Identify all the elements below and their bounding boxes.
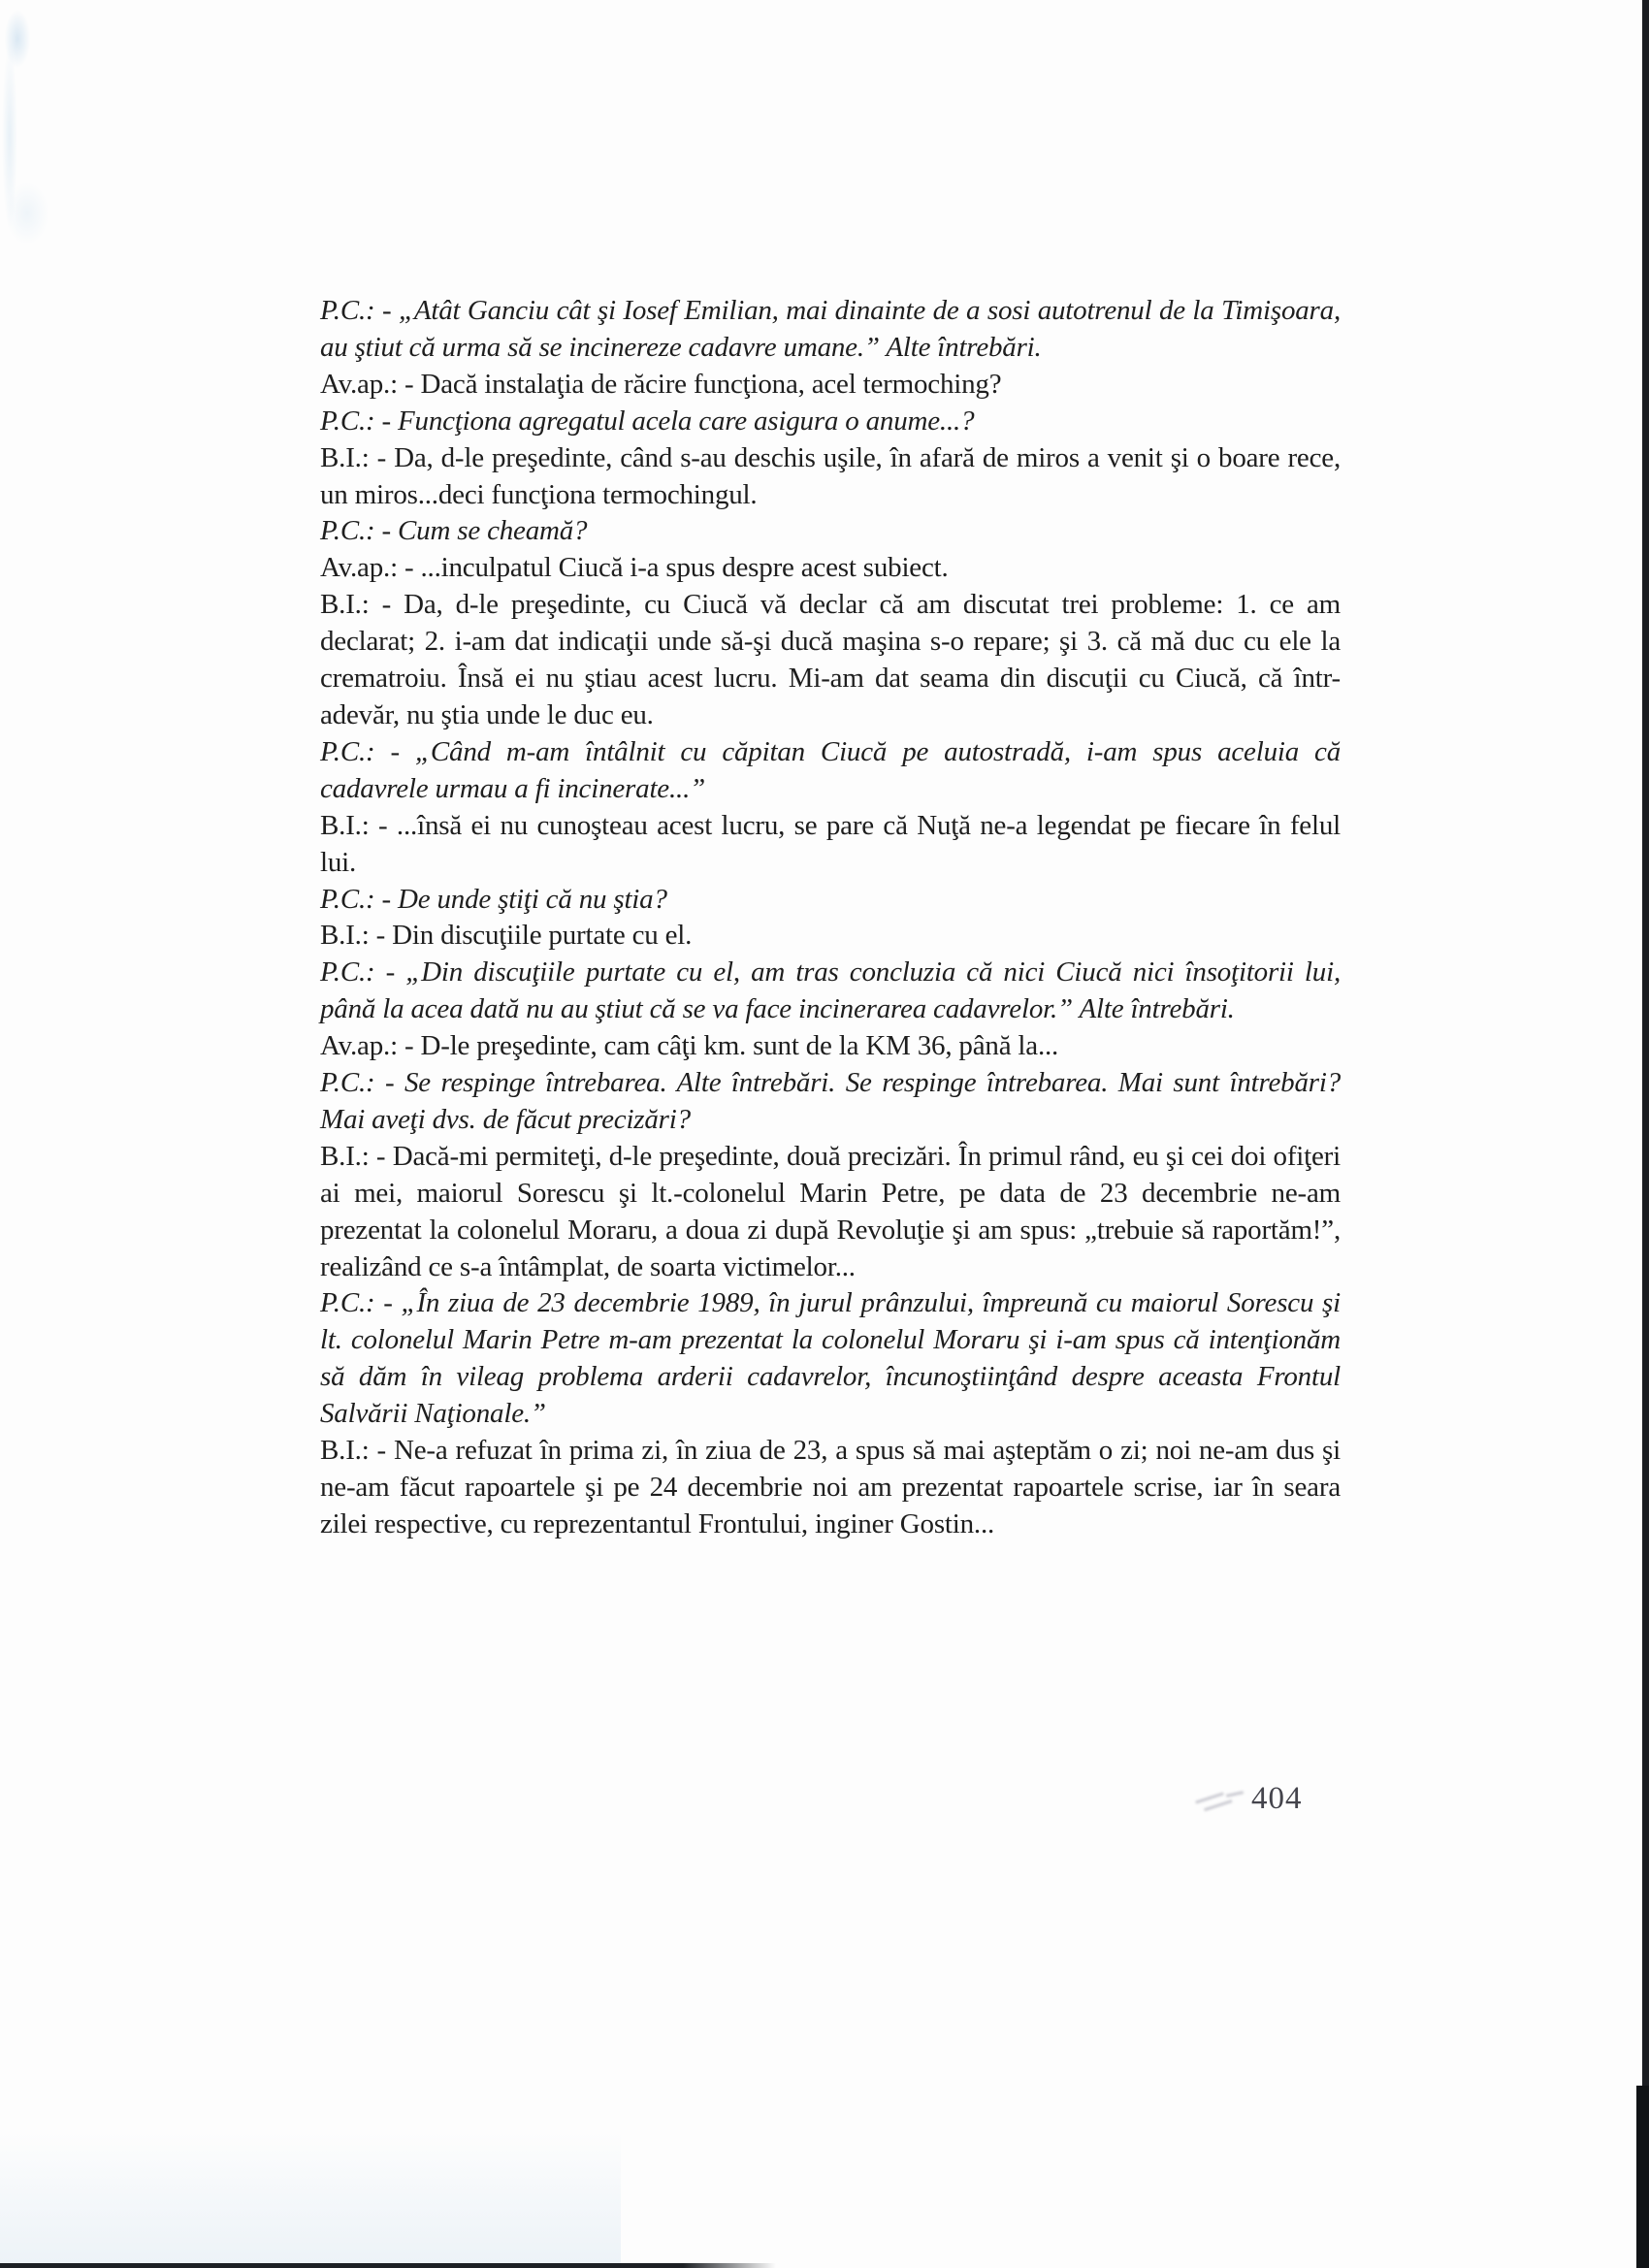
transcript-paragraph: Av.ap.: - Dacă instalaţia de răcire funcţiona, acel termoching? bbox=[320, 368, 1002, 400]
transcript-paragraph: P.C.: - „Din discuţiile purtate cu el, am tras concluzia că nici Ciucă nici însoţitorii lui, până la acea dată nu au ştiut că se va face incinerarea cadavrelor.” Alte întrebări. bbox=[320, 956, 1341, 1025]
scan-tint-bottomleft bbox=[0, 2074, 621, 2268]
transcript-paragraph: P.C.: - Funcţiona agregatul acela care asigura o anume...? bbox=[320, 405, 975, 437]
transcript-paragraph: P.C.: - Se respinge întrebarea. Alte întrebări. Se respinge întrebarea. Mai sunt întrebări? Mai aveţi dvs. de făcut precizări? bbox=[320, 1067, 1341, 1135]
transcript-paragraph: P.C.: - „Când m-am întâlnit cu căpitan Ciucă pe autostradă, i-am spus aceluia că cadavrele urmau a fi incinerate...” bbox=[320, 735, 1341, 804]
scan-edge-bottom bbox=[0, 2263, 776, 2268]
transcript-paragraph: B.I.: - Da, d-le preşedinte, când s-au deschis uşile, în afară de miros a venit şi o boare rece, un miros...deci funcţiona termochingul. bbox=[320, 441, 1341, 510]
transcript-paragraph: P.C.: - Cum se cheamă? bbox=[320, 515, 588, 547]
transcript-paragraph: B.I.: - Dacă-mi permiteţi, d-le preşedinte, două precizări. În primul rând, eu şi cei doi ofiţeri ai mei, maiorul Sorescu şi lt.-colonelul Marin Petre, pe data de 23 decembrie ne-am prezentat la colonelul Moraru, a doua zi după Revoluţie şi am spus: „trebuie să raportăm!”, realizând ce s-a întâmplat, de soarta victimelor... bbox=[320, 1140, 1341, 1282]
transcript-text-block bbox=[320, 293, 1341, 1543]
transcript-paragraph: B.I.: - ...însă ei nu cunoşteau acest lucru, se pare că Nuţă ne-a legendat pe fiecare în felul lui. bbox=[320, 809, 1341, 878]
scan-edge-right-lower bbox=[1636, 2086, 1649, 2268]
transcript-paragraph: P.C.: - De unde ştiţi că nu ştia? bbox=[320, 883, 667, 915]
scan-tint-topleft bbox=[0, 0, 87, 252]
transcript-paragraph: B.I.: - Da, d-le preşedinte, cu Ciucă vă declar că am discutat trei probleme: 1. ce am declarat; 2. i-am dat indicaţii unde să-şi ducă maşina s-o repare; şi 3. că mă duc cu ele la crematroiu. Însă ei nu ştiau acest lucru. Mi-am dat seama din discuţii cu Ciucă, că într-adevăr, nu ştia unde le duc eu. bbox=[320, 589, 1341, 730]
scan-edge-right bbox=[1642, 0, 1649, 2268]
page-number: 404 bbox=[1251, 1781, 1303, 1816]
transcript-paragraph: Av.ap.: - D-le preşedinte, cam câţi km. sunt de la KM 36, până la... bbox=[320, 1030, 1059, 1062]
transcript-paragraph: P.C.: - „Atât Ganciu cât şi Iosef Emilian, mai dinainte de a sosi autotrenul de la Timişoara, au ştiut că urma să se incinereze cadavre umane.” Alte întrebări. bbox=[320, 295, 1341, 363]
transcript-paragraph: P.C.: - „În ziua de 23 decembrie 1989, în jurul prânzului, împreună cu maiorul Sorescu şi lt. colonelul Marin Petre m-am prezentat la colonelul Moraru şi i-am spus că intenţionăm să dăm în vileag problema arderii cadavrelor, încunoştiinţând despre aceasta Frontul Salvării Naţionale.” bbox=[320, 1287, 1341, 1430]
scan-smudge bbox=[1191, 1787, 1253, 1822]
transcript-paragraph: B.I.: - Ne-a refuzat în prima zi, în ziua de 23, a spus să mai aşteptăm o zi; noi ne-am dus şi ne-am făcut rapoartele şi pe 24 decembrie noi am prezentat rapoartele scrise, iar în seara zilei respective, cu reprezentantul Frontului, inginer Gostin... bbox=[320, 1435, 1341, 1539]
transcript-paragraph: Av.ap.: - ...inculpatul Ciucă i-a spus despre acest subiect. bbox=[320, 552, 949, 584]
transcript-paragraph: B.I.: - Din discuţiile purtate cu el. bbox=[320, 920, 693, 952]
